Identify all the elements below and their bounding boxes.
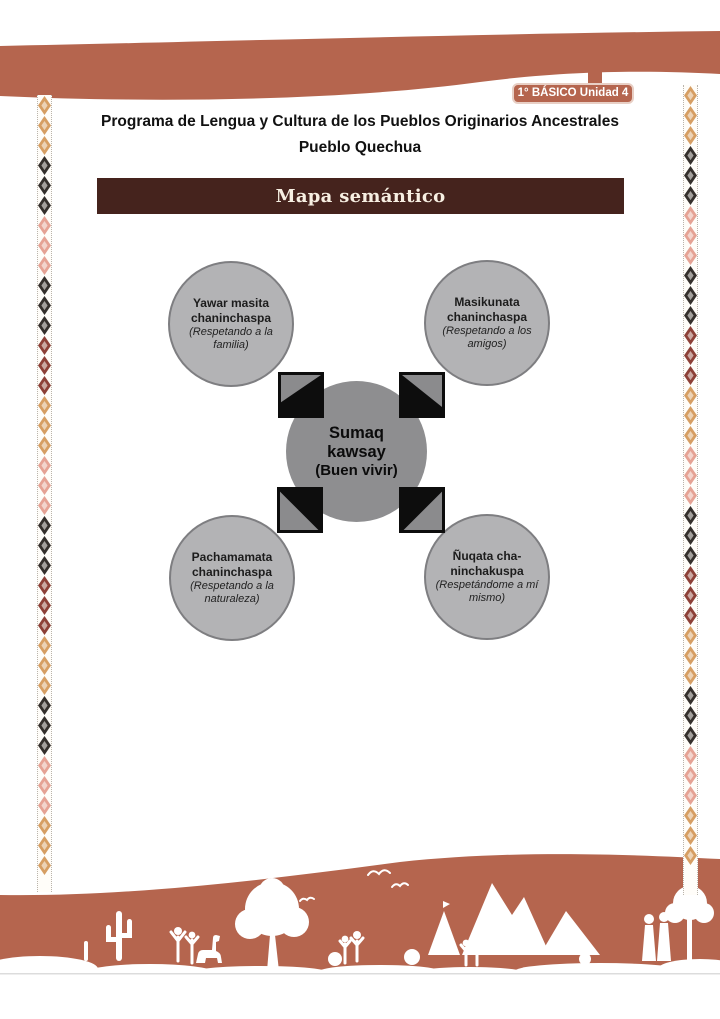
page-subtitle: Pueblo Quechua — [298, 139, 422, 156]
node-friends — [424, 260, 550, 386]
textile-border-right — [683, 85, 698, 895]
node-subtitle: (Respetándome a mí mismo) — [435, 579, 539, 604]
textile-border-left — [37, 95, 52, 892]
connector-arrow-top-left — [278, 372, 324, 418]
connector-arrow-bottom-left — [277, 487, 323, 533]
node-nature — [169, 515, 295, 641]
center-node-title: Sumaq kawsay — [327, 423, 386, 461]
footer-landscape-silhouette — [0, 853, 720, 1019]
node-title: Pachamamata chaninchaspa — [191, 550, 273, 579]
node-subtitle: (Respetando a la naturaleza) — [190, 580, 274, 605]
node-title: Yawar masita chaninchaspa — [190, 296, 272, 325]
section-banner — [97, 178, 624, 214]
node-subtitle: (Respetando a la familia) — [189, 326, 273, 351]
section-banner-label: Mapa semántico — [275, 185, 446, 207]
page-title: Programa de Lengua y Cultura de los Pueblos Originarios Ancestrales — [101, 113, 619, 130]
connector-arrow-bottom-right — [399, 487, 445, 533]
unit-badge: 1° BÁSICO Unidad 4 — [512, 83, 634, 104]
node-title: Masikunata chaninchaspa — [446, 295, 528, 324]
node-title: Ñuqata cha-ninchakuspa — [450, 549, 524, 578]
node-subtitle: (Respetando a los amigos) — [442, 325, 532, 350]
header — [60, 109, 660, 161]
center-node-subtitle: (Buen vivir) — [315, 461, 398, 479]
node-family — [168, 261, 294, 387]
connector-arrow-top-right — [399, 372, 445, 418]
